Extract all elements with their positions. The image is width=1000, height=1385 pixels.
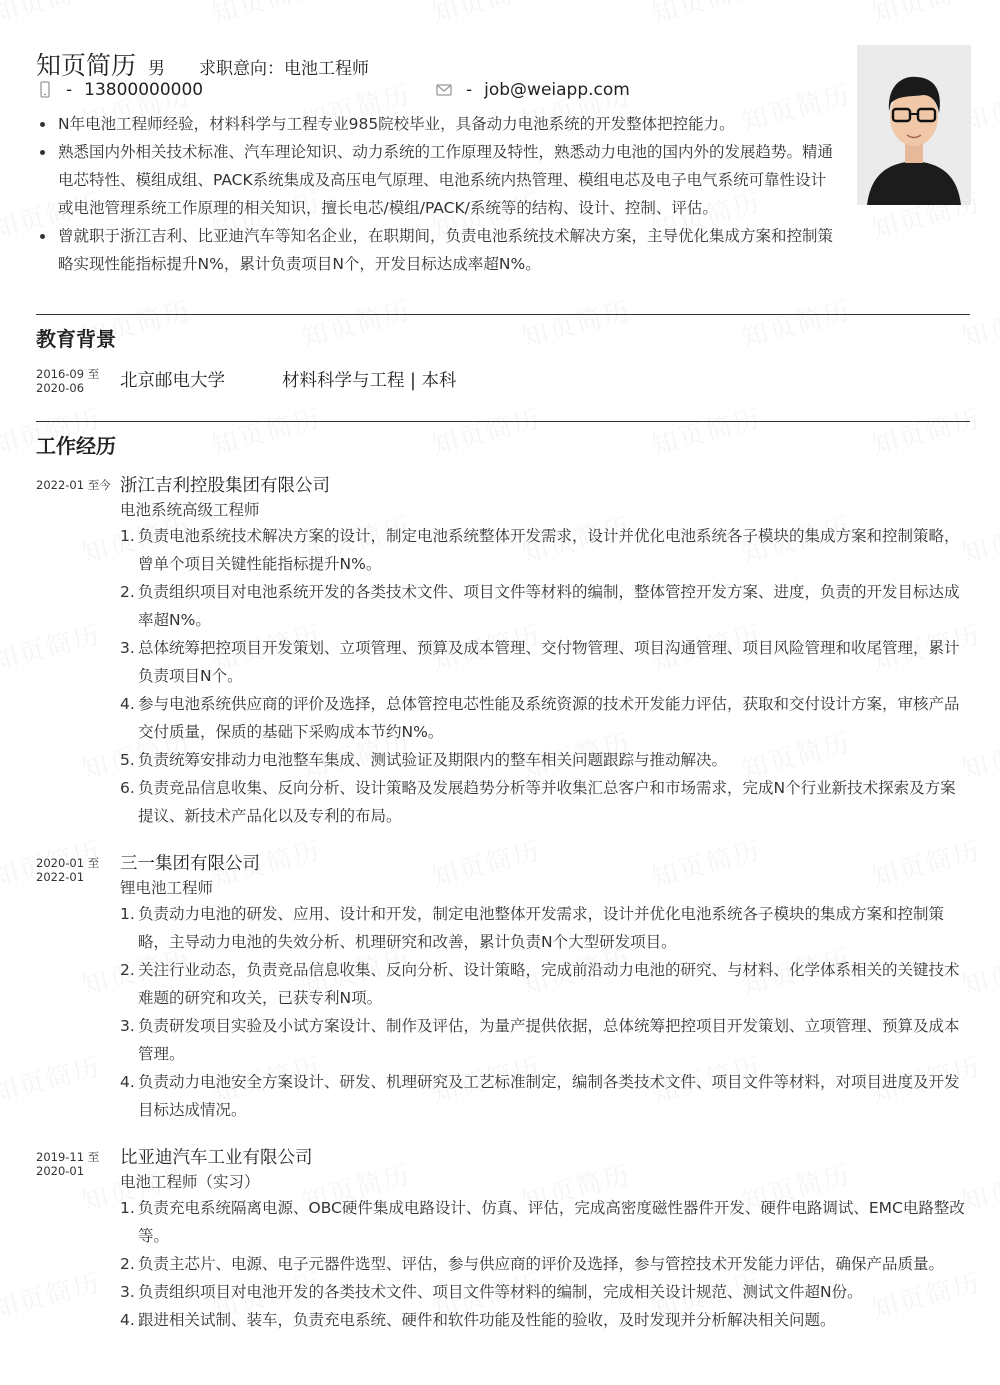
duty-number: 4. [120, 695, 135, 713]
education-school: 北京邮电大学 [120, 371, 225, 391]
duty-item [120, 774, 970, 830]
phone-contact [36, 80, 203, 100]
company-name: 比亚迪汽车工业有限公司 [120, 1148, 313, 1168]
education-section-title: 教育背景 [36, 327, 116, 351]
name-row [36, 46, 369, 82]
job-intent: 求职意向：电池工程师 [199, 59, 370, 79]
summary-item: 曾就职于浙江吉利、比亚迪汽车等知名企业，在职期间，负责电池系统技术解决方案，主导优化集成方案和控制策略实现性能指标提升N%，累计负责项目N个，开发目标达成率超N%。 [36, 222, 836, 278]
email-contact [436, 80, 630, 100]
phone-icon [38, 81, 52, 99]
work-date-end: 2022-01 [36, 870, 85, 884]
company-name: 三一集团有限公司 [120, 854, 260, 874]
education-date-end: 2020-06 [36, 381, 85, 395]
education-date [36, 367, 120, 395]
education-section [36, 314, 970, 421]
work-date [36, 474, 120, 492]
work-section [36, 421, 970, 1334]
duty-text: 关注行业动态，负责竞品信息收集、反向分析、设计策略，完成前沿动力电池的研究、与材料、化学体系相关的关键技术难题的研究和攻关，已获专利N项。 [138, 961, 960, 1007]
duty-number: 2. [120, 1255, 135, 1273]
duty-item [120, 746, 970, 774]
duty-text: 负责动力电池的研发、应用、设计和开发，制定电池整体开发需求，设计并优化电池系统各子模块的集成方案和控制策略，主导动力电池的失效分析、机理研究和改善，累计负责N个大型研发项目。 [138, 905, 945, 951]
resume-header [36, 0, 970, 290]
duty-number: 1. [120, 1199, 135, 1217]
duty-text: 参与电池系统供应商的评价及选择，总体管控电芯性能及系统资源的技术开发能力评估，获取和交付设计方案，审核产品交付质量，保质的基础下采购成本节约N%。 [138, 695, 960, 741]
work-date [36, 1146, 120, 1178]
duty-item [120, 522, 970, 578]
duty-number: 3. [120, 1283, 135, 1301]
duty-list [120, 1194, 970, 1334]
duty-number: 6. [120, 779, 135, 797]
duty-number: 4. [120, 1311, 135, 1329]
summary-list [36, 110, 836, 278]
duty-item [120, 1012, 970, 1068]
education-date-start: 2016-09 至 [36, 367, 100, 381]
duty-text: 总体统筹把控项目开发策划、立项管理、预算及成本管理、交付物管理、项目沟通管理、项目风险管理和收尾管理，累计负责项目N个。 [138, 639, 960, 685]
duty-number: 5. [120, 751, 135, 769]
email-separator: - [466, 80, 473, 100]
duty-number: 3. [120, 1017, 135, 1035]
duty-text: 负责研发项目实验及小试方案设计、制作及评估，为量产提供依据，总体统筹把控项目开发策划、立项管理、预算及成本管理。 [138, 1017, 960, 1063]
duty-item [120, 1250, 970, 1278]
duty-number: 1. [120, 527, 135, 545]
work-body [120, 1146, 970, 1334]
work-entry [36, 1146, 970, 1334]
duty-text: 跟进相关试制、装车，负责充电系统、硬件和软件功能及性能的验收，及时发现并分析解决相关问题。 [138, 1311, 836, 1329]
duty-item [120, 1306, 970, 1334]
duty-list [120, 900, 970, 1124]
duty-number: 4. [120, 1073, 135, 1091]
work-date-start: 2019-11 至 [36, 1150, 100, 1164]
contact-row [36, 80, 630, 100]
candidate-name: 知页简历 [36, 51, 137, 80]
duty-number: 2. [120, 961, 135, 979]
company-name: 浙江吉利控股集团有限公司 [120, 476, 330, 496]
mail-icon [436, 83, 452, 97]
work-section-title: 工作经历 [36, 434, 116, 458]
duty-item [120, 1278, 970, 1306]
phone-number: 13800000000 [84, 80, 204, 100]
duty-text: 负责统筹安排动力电池整车集成、测试验证及期限内的整车相关问题跟踪与推动解决。 [138, 751, 728, 769]
duty-item [120, 1194, 970, 1250]
duty-text: 负责竞品信息收集、反向分析、设计策略及发展趋势分析等并收集汇总客户和市场需求，完成N个行业新技术探索及方案提议、新技术产品化以及专利的布局。 [138, 779, 956, 825]
duty-text: 负责组织项目对电池系统开发的各类技术文件、项目文件等材料的编制，整体管控开发方案、进度，负责的开发目标达成率超N%。 [138, 583, 960, 629]
avatar-photo [857, 45, 971, 205]
duty-item [120, 1068, 970, 1124]
education-entry [36, 367, 970, 421]
phone-separator: - [66, 80, 73, 100]
work-body [120, 474, 970, 830]
job-role: 锂电池工程师 [120, 879, 214, 897]
job-role: 电池工程师（实习） [120, 1173, 260, 1191]
work-date-start: 2022-01 至今 [36, 478, 111, 492]
duty-item [120, 900, 970, 956]
education-major: 材料科学与工程 | 本科 [282, 371, 457, 391]
duty-list [120, 522, 970, 830]
duty-text: 负责动力电池安全方案设计、研发、机理研究及工艺标准制定，编制各类技术文件、项目文件等材料，对项目进度及开发目标达成情况。 [138, 1073, 960, 1119]
summary-item: 熟悉国内外相关技术标准、汽车理论知识、动力系统的工作原理及特性，熟悉动力电池的国内外的发展趋势。精通电芯特性、模组成组、PACK系统集成及高压电气原理、电池系统内热管理、模组电芯及电子电气系统可靠性设计或电池管理系统工作原理的相关知识，擅长电芯/模组/PACK/系统等的结构、设计、控制、评估。 [36, 138, 836, 222]
work-date-end: 2020-01 [36, 1164, 85, 1178]
summary-item: N年电池工程师经验，材料科学与工程专业985院校毕业，具备动力电池系统的开发整体把控能力。 [36, 110, 836, 138]
duty-item [120, 690, 970, 746]
duty-text: 负责电池系统技术解决方案的设计，制定电池系统整体开发需求，设计并优化电池系统各子模块的集成方案和控制策略，曾单个项目关键性能指标提升N%。 [138, 527, 960, 573]
job-role: 电池系统高级工程师 [120, 501, 260, 519]
duty-item [120, 578, 970, 634]
work-entry [36, 474, 970, 830]
work-date-start: 2020-01 至 [36, 856, 100, 870]
duty-item [120, 956, 970, 1012]
avatar-portrait [857, 45, 971, 205]
duty-number: 3. [120, 639, 135, 657]
duty-number: 2. [120, 583, 135, 601]
candidate-gender: 男 [148, 59, 166, 79]
duty-item [120, 634, 970, 690]
duty-text: 负责组织项目对电池开发的各类技术文件、项目文件等材料的编制，完成相关设计规范、测试文件超N份。 [138, 1283, 863, 1301]
work-body [120, 852, 970, 1124]
work-list [36, 474, 970, 1334]
duty-text: 负责充电系统隔离电源、OBC硬件集成电路设计、仿真、评估，完成高密度磁性器件开发、硬件电路调试、EMC电路整改等。 [138, 1199, 965, 1245]
work-entry [36, 852, 970, 1124]
duty-number: 1. [120, 905, 135, 923]
duty-text: 负责主芯片、电源、电子元器件选型、评估，参与供应商的评价及选择，参与管控技术开发能力评估，确保产品质量。 [138, 1255, 945, 1273]
work-date [36, 852, 120, 884]
email-address: job@weiapp.com [484, 80, 630, 100]
